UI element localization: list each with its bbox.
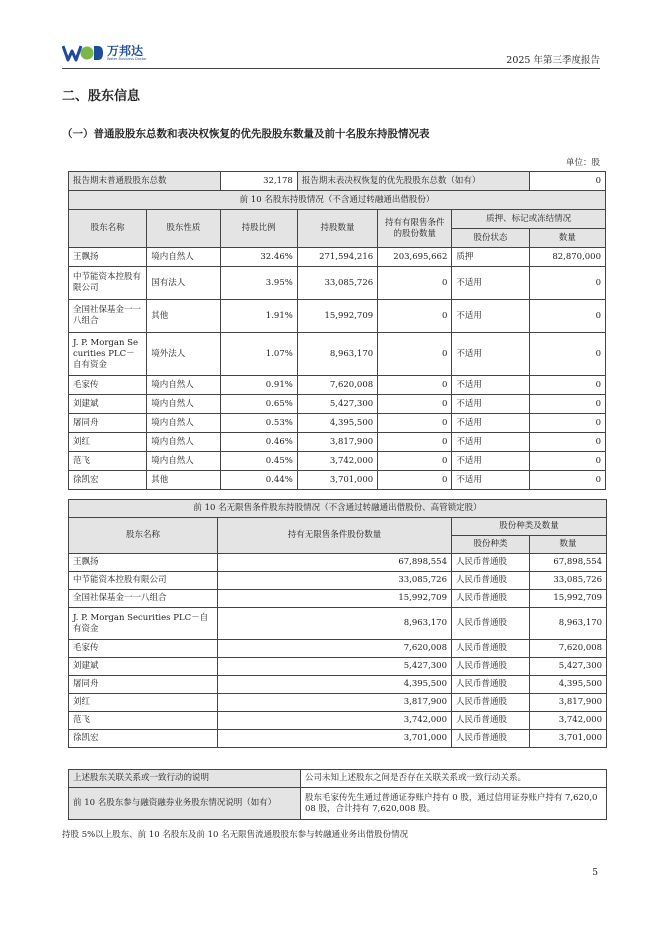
unr-shareholder-name: 全国社保基金一一八组合 (69, 590, 218, 608)
unr-shareholder-name: J. P. Morgan Securities PLC－自有资金 (69, 608, 218, 640)
shareholder-nature: 其他 (147, 300, 220, 333)
restricted-quantity: 0 (378, 414, 452, 433)
unrestricted-row (69, 590, 607, 608)
unr-shareholder-name: 刘红 (69, 694, 218, 712)
top10-title: 前 10 名股东持股情况（不含通过转融通出借股份） (69, 191, 606, 210)
unr-quantity: 3,701,000 (218, 730, 452, 748)
restricted-quantity: 0 (378, 300, 452, 333)
shareholder-nature: 境内自然人 (147, 414, 220, 433)
shareholding-ratio: 0.91% (220, 376, 297, 395)
shareholder-nature: 境内自然人 (147, 248, 220, 267)
pledge-quantity: 0 (529, 267, 605, 300)
col-header-name: 股东名称 (69, 210, 147, 248)
share-status: 不适用 (452, 395, 529, 414)
restricted-quantity: 0 (378, 333, 452, 376)
unr-share-type: 人民币普通股 (452, 730, 530, 748)
shareholding-ratio: 1.91% (220, 300, 297, 333)
unit-label: 单位：股 (565, 158, 600, 168)
shareholding-quantity: 3,701,000 (297, 471, 377, 490)
unrestricted-row (69, 554, 607, 572)
shareholder-row (69, 300, 606, 333)
col-header-pledge-qty: 数量 (529, 229, 605, 248)
shareholder-nature: 境内自然人 (147, 452, 220, 471)
unrestricted-row (69, 658, 607, 676)
unr-share-type: 人民币普通股 (452, 676, 530, 694)
unr-share-type: 人民币普通股 (452, 694, 530, 712)
shareholder-row (69, 248, 606, 267)
unr-type-quantity: 4,395,500 (530, 676, 607, 694)
shareholder-nature: 国有法人 (147, 267, 220, 300)
unr-quantity: 33,085,726 (218, 572, 452, 590)
shareholder-nature: 境内自然人 (147, 433, 220, 452)
top10-shareholders-table (68, 171, 606, 490)
shareholding-quantity: 7,620,008 (297, 376, 377, 395)
unr-col-header-name: 股东名称 (69, 518, 218, 554)
shareholder-name: J. P. Morgan Securities PLC－自有资金 (69, 333, 147, 376)
page-number: 5 (592, 868, 598, 878)
unr-shareholder-name: 中节能资本控股有限公司 (69, 572, 218, 590)
unr-shareholder-name: 范飞 (69, 712, 218, 730)
share-status: 质押 (452, 248, 529, 267)
preferred-shareholders-value: 0 (529, 172, 605, 191)
unr-quantity: 7,620,008 (218, 640, 452, 658)
pledge-quantity: 0 (529, 471, 605, 490)
unr-share-type: 人民币普通股 (452, 572, 530, 590)
restricted-quantity: 0 (378, 376, 452, 395)
subsection-title: （一）普通股股东总数和表决权恢复的优先股股东数量及前十名股东持股情况表 (62, 128, 430, 140)
shareholding-quantity: 271,594,216 (297, 248, 377, 267)
restricted-quantity: 203,695,662 (378, 248, 452, 267)
unrestricted-title-row (69, 500, 607, 518)
top10-title-row (69, 191, 606, 210)
restricted-quantity: 0 (378, 452, 452, 471)
unr-quantity: 8,963,170 (218, 608, 452, 640)
pledge-quantity: 0 (529, 300, 605, 333)
note-label: 上述股东关联关系或一致行动的说明 (69, 770, 301, 788)
unr-type-quantity: 7,620,008 (530, 640, 607, 658)
shareholder-name: 王飘扬 (69, 248, 147, 267)
restricted-quantity: 0 (378, 471, 452, 490)
col-header-pledge: 质押、标记或冻结情况 (452, 210, 606, 229)
section-title: 二、股东信息 (62, 89, 141, 104)
shareholding-ratio: 0.44% (220, 471, 297, 490)
restricted-quantity: 0 (378, 395, 452, 414)
shareholding-ratio: 3.95% (220, 267, 297, 300)
logo-en-text: Water Business Doctor (107, 56, 147, 61)
unr-share-type: 人民币普通股 (452, 554, 530, 572)
unr-quantity: 3,817,900 (218, 694, 452, 712)
unr-quantity: 3,742,000 (218, 712, 452, 730)
shareholder-nature: 其他 (147, 471, 220, 490)
shareholder-row (69, 395, 606, 414)
unrestricted-row (69, 676, 607, 694)
page-header (62, 40, 600, 69)
shareholding-quantity: 15,992,709 (297, 300, 377, 333)
share-status: 不适用 (452, 414, 529, 433)
unr-col-header-share-type-group: 股份种类及数量 (452, 518, 607, 536)
share-status: 不适用 (452, 376, 529, 395)
unr-shareholder-name: 王飘扬 (69, 554, 218, 572)
unr-share-type: 人民币普通股 (452, 640, 530, 658)
shareholder-row (69, 414, 606, 433)
shareholding-quantity: 5,427,300 (297, 395, 377, 414)
shareholder-name: 屠同舟 (69, 414, 147, 433)
note-value: 公司未知上述股东之间是否存在关联关系或一致行动关系。 (301, 770, 607, 788)
shareholding-ratio: 0.65% (220, 395, 297, 414)
unr-share-type: 人民币普通股 (452, 712, 530, 730)
shareholder-name: 中节能资本控股有限公司 (69, 267, 147, 300)
unrestricted-row (69, 694, 607, 712)
share-status: 不适用 (452, 267, 529, 300)
pledge-quantity: 0 (529, 376, 605, 395)
shareholder-row (69, 267, 606, 300)
col-header-quantity: 持股数量 (297, 210, 377, 248)
top10-header-row (69, 210, 606, 229)
footnote: 持股 5%以上股东、前 10 名股东及前 10 名无限售流通股股东参与转融通业务出借股份情况 (62, 830, 409, 840)
unr-col-header-share-type: 股份种类 (452, 536, 530, 554)
pledge-quantity: 82,870,000 (529, 248, 605, 267)
shareholding-quantity: 4,395,500 (297, 414, 377, 433)
unr-share-type: 人民币普通股 (452, 658, 530, 676)
shareholder-row (69, 433, 606, 452)
unrestricted-row (69, 712, 607, 730)
pledge-quantity: 0 (529, 452, 605, 471)
shareholding-ratio: 0.45% (220, 452, 297, 471)
summary-row (69, 172, 606, 191)
pledge-quantity: 0 (529, 433, 605, 452)
unr-type-quantity: 15,992,709 (530, 590, 607, 608)
shareholder-name: 范飞 (69, 452, 147, 471)
unr-type-quantity: 5,427,300 (530, 658, 607, 676)
unr-share-type: 人民币普通股 (452, 608, 530, 640)
unr-type-quantity: 3,701,000 (530, 730, 607, 748)
unr-shareholder-name: 徐凯宏 (69, 730, 218, 748)
notes-table (68, 769, 607, 820)
unr-shareholder-name: 刘建斌 (69, 658, 218, 676)
share-status: 不适用 (452, 433, 529, 452)
share-status: 不适用 (452, 333, 529, 376)
col-header-ratio: 持股比例 (220, 210, 297, 248)
share-status: 不适用 (452, 300, 529, 333)
pledge-quantity: 0 (529, 414, 605, 433)
shareholder-nature: 境内自然人 (147, 376, 220, 395)
pledge-quantity: 0 (529, 395, 605, 414)
unr-shareholder-name: 毛家传 (69, 640, 218, 658)
col-header-nature: 股东性质 (147, 210, 220, 248)
shareholder-row (69, 376, 606, 395)
report-title: 2025 年第三季度报告 (506, 55, 600, 66)
unr-col-header-type-qty: 数量 (530, 536, 607, 554)
unrestricted-row (69, 608, 607, 640)
shareholder-name: 刘红 (69, 433, 147, 452)
unr-share-type: 人民币普通股 (452, 590, 530, 608)
shareholding-quantity: 8,963,170 (297, 333, 377, 376)
unr-type-quantity: 3,817,900 (530, 694, 607, 712)
shareholding-ratio: 0.53% (220, 414, 297, 433)
shareholder-row (69, 333, 606, 376)
unrestricted-header-row (69, 518, 607, 536)
unrestricted-shareholders-table (68, 499, 607, 748)
col-header-status: 股份状态 (452, 229, 529, 248)
shareholding-ratio: 0.46% (220, 433, 297, 452)
shareholding-quantity: 33,085,726 (297, 267, 377, 300)
unrestricted-row (69, 730, 607, 748)
unr-quantity: 5,427,300 (218, 658, 452, 676)
unr-type-quantity: 3,742,000 (530, 712, 607, 730)
share-status: 不适用 (452, 452, 529, 471)
shareholder-name: 刘建斌 (69, 395, 147, 414)
unr-col-header-quantity: 持有无限售条件股份数量 (218, 518, 452, 554)
company-logo (62, 40, 147, 66)
shareholder-nature: 境内自然人 (147, 395, 220, 414)
shareholder-row (69, 452, 606, 471)
note-label: 前 10 名股东参与融资融券业务股东情况说明（如有） (69, 788, 301, 820)
unrestricted-row (69, 640, 607, 658)
shareholding-quantity: 3,742,000 (297, 452, 377, 471)
note-row (69, 770, 607, 788)
shareholder-nature: 境外法人 (147, 333, 220, 376)
unr-type-quantity: 8,963,170 (530, 608, 607, 640)
unr-quantity: 4,395,500 (218, 676, 452, 694)
shareholding-quantity: 3,817,900 (297, 433, 377, 452)
shareholder-name: 毛家传 (69, 376, 147, 395)
shareholder-name: 徐凯宏 (69, 471, 147, 490)
unr-shareholder-name: 屠同舟 (69, 676, 218, 694)
unr-type-quantity: 67,898,554 (530, 554, 607, 572)
share-status: 不适用 (452, 471, 529, 490)
preferred-shareholders-label: 报告期末表决权恢复的优先股股东总数（如有） (297, 172, 529, 191)
unr-quantity: 67,898,554 (218, 554, 452, 572)
shareholding-ratio: 32.46% (220, 248, 297, 267)
note-row (69, 788, 607, 820)
shareholder-row (69, 471, 606, 490)
logo-cn-text: 万邦达 (107, 43, 144, 58)
note-value: 股东毛家传先生通过普通证券账户持有 0 股，通过信用证券账户持有 7,620,008 股，合计持有 7,620,008 股。 (301, 788, 607, 820)
pledge-quantity: 0 (529, 333, 605, 376)
common-shareholders-label: 报告期末普通股股东总数 (69, 172, 221, 191)
restricted-quantity: 0 (378, 267, 452, 300)
common-shareholders-value: 32,178 (220, 172, 297, 191)
shareholder-name: 全国社保基金一一八组合 (69, 300, 147, 333)
unr-type-quantity: 33,085,726 (530, 572, 607, 590)
unrestricted-title: 前 10 名无限售条件股东持股情况（不含通过转融通出借股份、高管锁定股） (69, 500, 607, 518)
logo-mark-icon (62, 43, 104, 63)
restricted-quantity: 0 (378, 433, 452, 452)
unrestricted-row (69, 572, 607, 590)
unr-quantity: 15,992,709 (218, 590, 452, 608)
col-header-restricted: 持有有限售条件的股份数量 (378, 210, 452, 248)
shareholding-ratio: 1.07% (220, 333, 297, 376)
